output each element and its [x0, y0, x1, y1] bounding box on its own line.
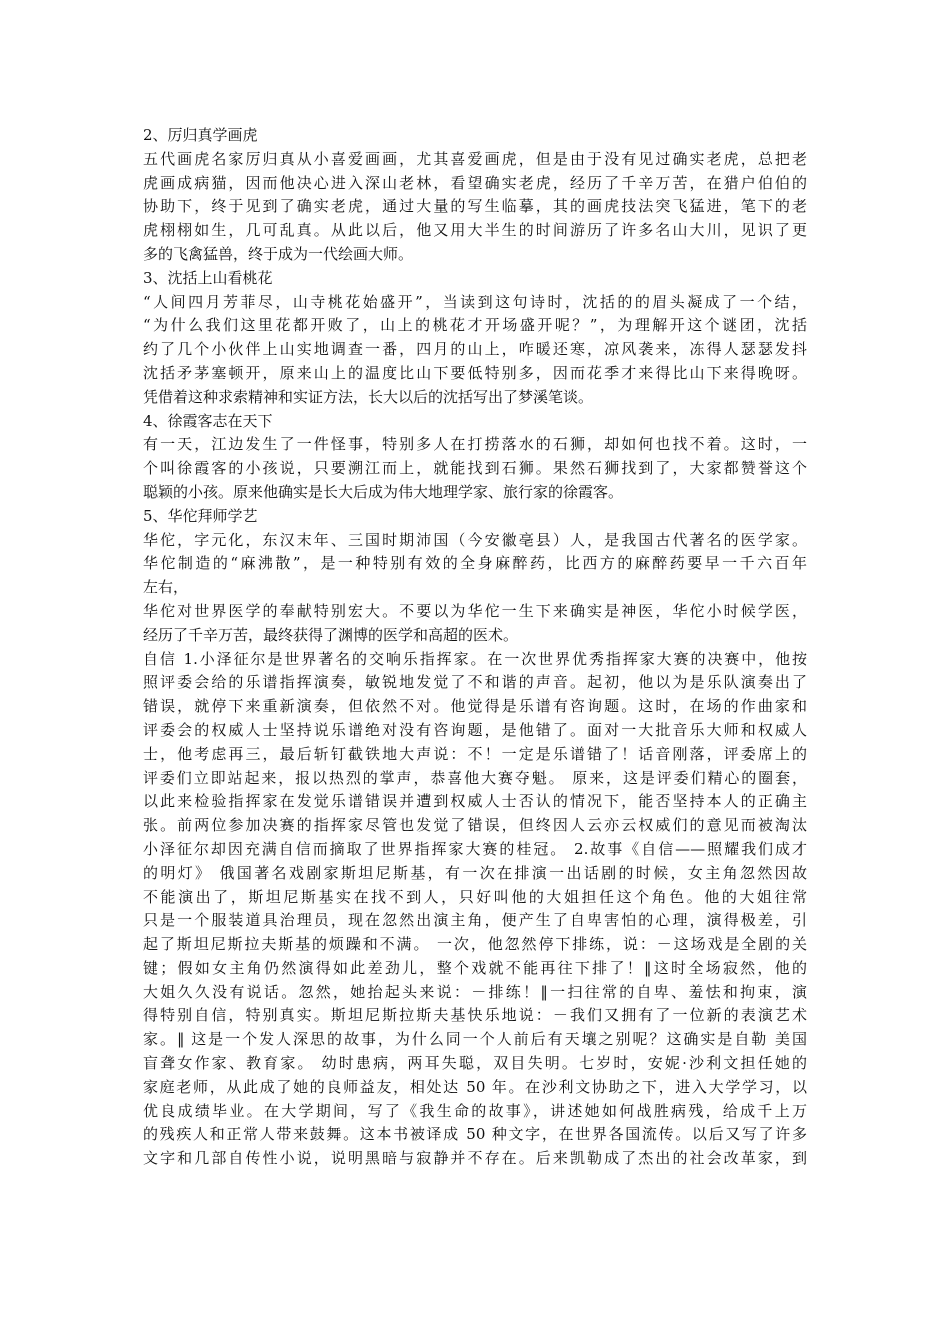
document-body	[143, 124, 807, 1171]
text-line: 华佗对世界医学的奉献特别宏大。不要以为华佗一生下来确实是神医，华佗小时候学医，	[143, 601, 807, 620]
text-line: 张。前两位参加决赛的指挥家尽管也发觉了错误，但终因人云亦云权威们的意见而被淘汰	[143, 816, 807, 835]
text-line: 家庭老师，从此成了她的良师益友，相处达 50 年。在沙利文协助之下，进入大学学习，以	[143, 1077, 807, 1096]
text-line: 虎画成病猫，因而他决心进入深山老林，看望确实老虎，经历了千辛万苦，在猎户伯伯的	[143, 173, 807, 192]
text-line: 键；假如女主角仍然演得如此差劲儿，整个戏就不能再往下排了！‖这时全场寂然，他的	[143, 958, 807, 977]
text-line: 华佗制造的“麻沸散”，是一种特别有效的全身麻醉药，比西方的麻醉药要早一千六百年	[143, 554, 807, 573]
text-line: 小泽征尔却因充满自信而摘取了世界指挥家大赛的桂冠。 2.故事《自信——照耀我们成才	[143, 839, 807, 858]
text-line: 文字和几部自传性小说，说明黑暗与寂静并不存在。后来凯勒成了杰出的社会改革家，到	[143, 1149, 807, 1168]
text-line: 的明灯》 俄国著名戏剧家斯坦尼斯基，有一次在排演一出话剧的时候，女主角忽然因故	[143, 863, 807, 882]
text-line: 士，他考虑再三，最后斩钉截铁地大声说：不！一定是乐谱错了！话音刚落，评委席上的	[143, 744, 807, 763]
text-line: 左右，	[143, 578, 189, 597]
text-line: 凭借着这种求索精神和实证方法，长大以后的沈括写出了梦溪笔谈。	[143, 387, 594, 406]
text-line: 得特别自信，特别真实。斯坦尼斯拉斯夫基快乐地说：－我们又拥有了一位新的表演艺术	[143, 1006, 807, 1025]
text-line: 评委们立即站起来，报以热烈的掌声，恭喜他大赛夺魁。 原来，这是评委们精心的圈套，	[143, 768, 807, 787]
text-line: 大姐久久没有说话。忽然，她抬起头来说：－排练！‖一扫往常的自卑、羞怯和拘束，演	[143, 982, 807, 1001]
text-line: 协助下，终于见到了确实老虎，通过大量的写生临摹，其的画虎技法突飞猛进，笔下的老	[143, 197, 807, 216]
text-line: 有一天，江边发生了一件怪事，特别多人在打捞落水的石狮，却如何也找不着。这时，一	[143, 435, 807, 454]
text-line: 2、厉归真学画虎	[143, 126, 258, 144]
text-line: 多的飞禽猛兽，终于成为一代绘画大师。	[143, 244, 414, 263]
text-line: “为什么我们这里花都开败了，山上的桃花才开场盛开呢？”，为理解开这个谜团，沈括	[143, 316, 807, 335]
text-line: 家。‖ 这是一个发人深思的故事，为什么同一个人前后有天壤之别呢？这确实是自勒 美国	[143, 1030, 807, 1049]
text-line: 经历了千辛万苦，最终获得了渊博的医学和高超的医术。	[143, 625, 519, 644]
text-line: 5、华佗拜师学艺	[143, 506, 258, 525]
text-line: 五代画虎名家厉归真从小喜爱画画，尤其喜爱画虎，但是由于没有见过确实老虎，总把老	[143, 149, 807, 168]
text-line: 个叫徐霞客的小孩说，只要溯江而上，就能找到石狮。果然石狮找到了，大家都赞誉这个	[143, 459, 807, 478]
text-line: 优良成绩毕业。在大学期间，写了《我生命的故事》，讲述她如何战胜病残，给成千上万	[143, 1101, 807, 1120]
text-line: 错误，就停下来重新演奏，但依然不对。他觉得是乐谱有咨询题。这时，在场的作曲家和	[143, 697, 807, 716]
text-line: 3、沈括上山看桃花	[143, 268, 273, 287]
text-line: 起了斯坦尼斯拉夫斯基的烦躁和不满。 一次，他忽然停下排练，说：－这场戏是全剧的关	[143, 935, 807, 954]
text-line: 不能演出了，斯坦尼斯基实在找不到人，只好叫他的大姐担任这个角色。他的大姐往常	[143, 887, 807, 906]
text-line: 只是一个服装道具治理员，现在忽然出演主角，便产生了自卑害怕的心理，演得极差，引	[143, 911, 807, 930]
text-line: 以此来检验指挥家在发觉乐谱错误并遭到权威人士否认的情况下，能否坚持本人的正确主	[143, 792, 807, 811]
text-line: 约了几个小伙伴上山实地调查一番，四月的山上，咋暖还寒，凉风袭来，冻得人瑟瑟发抖	[143, 340, 807, 359]
text-line: 华佗，字元化，东汉末年、三国时期沛国（今安徽亳县）人，是我国古代著名的医学家。	[143, 530, 807, 549]
text-line: 盲聋女作家、教育家。 幼时患病，两耳失聪，双目失明。七岁时，安妮·沙利文担任她的	[143, 1054, 807, 1073]
text-line: 评委会的权威人士坚持说乐谱绝对没有咨询题，是他错了。面对一大批音乐大师和权威人	[143, 720, 807, 739]
text-line: 照评委会给的乐谱指挥演奏，敏锐地发觉了不和谐的声音。起初，他以为是乐队演奏出了	[143, 673, 807, 692]
text-line: 虎栩栩如生，几可乱真。从此以后，他又用大半生的时间游历了许多名山大川，见识了更	[143, 221, 807, 240]
text-line: 自信 1.小泽征尔是世界著名的交响乐指挥家。在一次世界优秀指挥家大赛的决赛中，他按	[143, 649, 807, 668]
text-line: 4、徐霞客志在天下	[143, 411, 273, 430]
text-line: “人间四月芳菲尽，山寺桃花始盛开”，当读到这句诗时，沈括的的眉头凝成了一个结，	[143, 292, 807, 311]
text-line: 的残疾人和正常人带来鼓舞。这本书被译成 50 种文字，在世界各国流传。以后又写了许多	[143, 1125, 807, 1144]
text-line: 聪颖的小孩。原来他确实是长大后成为伟大地理学家、旅行家的徐霞客。	[143, 482, 624, 501]
text-line: 沈括矛茅塞顿开，原来山上的温度比山下要低特别多，因而花季才来得比山下来得晚呀。	[143, 363, 807, 382]
